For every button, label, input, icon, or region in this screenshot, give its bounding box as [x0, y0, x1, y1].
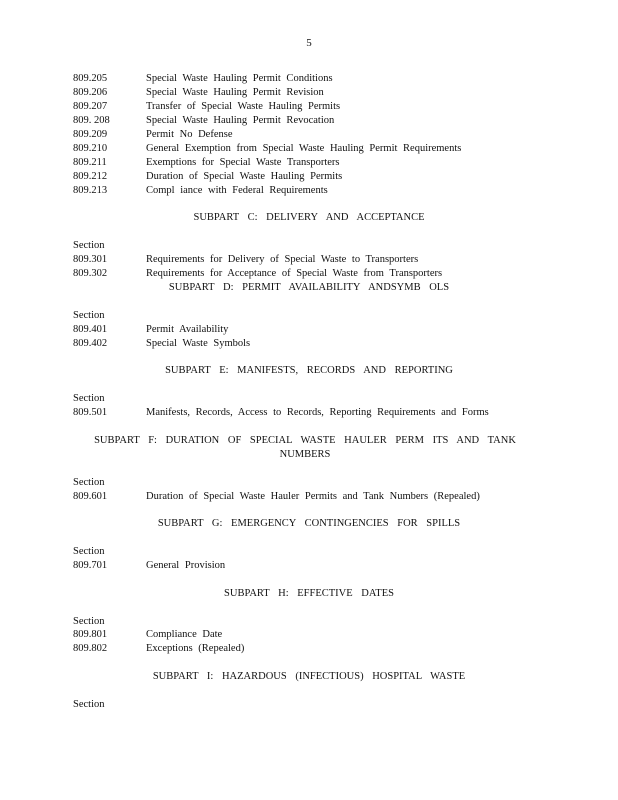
- subpart-heading: SUBPART G: EMERGENCY CONTINGENCIES FOR SPILLS: [157, 518, 461, 529]
- section-title: Duration of Special Waste Hauling Permits: [146, 171, 343, 182]
- section-number: 809.212: [73, 171, 108, 182]
- toc-entry: [0, 628, 618, 642]
- section-number: 809.601: [73, 491, 108, 502]
- section-title: Permit No Defense: [146, 129, 233, 140]
- section-label: Section: [73, 240, 105, 251]
- subpart-heading: SUBPART C: DELIVERY AND ACCEPTANCE: [193, 212, 425, 223]
- section-label-row: [0, 545, 618, 559]
- section-number: 809.207: [73, 101, 108, 112]
- section-number: 809.205: [73, 73, 108, 84]
- toc-entry: [0, 337, 618, 351]
- section-title: General Exemption from Special Waste Hauling Permit Requirements: [146, 143, 462, 154]
- toc-entry: [0, 184, 618, 198]
- section-number: 809.402: [73, 338, 108, 349]
- section-title: Special Waste Hauling Permit Revision: [146, 87, 324, 98]
- toc-entry: [0, 642, 618, 656]
- section-number: 809.801: [73, 629, 108, 640]
- section-label-row: [0, 392, 618, 406]
- section-title: Exceptions (Repealed): [146, 643, 245, 654]
- section-number: 809.802: [73, 643, 108, 654]
- section-number: 809.301: [73, 254, 108, 265]
- toc-entry: [0, 170, 618, 184]
- toc-entry: [0, 128, 618, 142]
- section-number: 809.501: [73, 407, 108, 418]
- toc-entry: [0, 559, 618, 573]
- page-number: 5: [306, 37, 312, 49]
- section-number: 809.211: [73, 157, 107, 168]
- section-number: 809. 208: [73, 115, 110, 126]
- section-label: Section: [73, 546, 105, 557]
- subpart-heading: SUBPART D: PERMIT AVAILABILITY ANDSYMB OLS: [168, 282, 450, 293]
- section-number: 809.213: [73, 185, 108, 196]
- section-title: General Provision: [146, 560, 226, 571]
- toc-entry: [0, 72, 618, 86]
- section-title: Requirements for Delivery of Special Waste to Transporters: [146, 254, 419, 265]
- subpart-heading: SUBPART I: HAZARDOUS (INFECTIOUS) HOSPITAL WASTE: [152, 671, 466, 682]
- section-label: Section: [73, 393, 105, 404]
- section-number: 809.210: [73, 143, 108, 154]
- toc-entry: [0, 114, 618, 128]
- toc-entry: [0, 323, 618, 337]
- section-title: Special Waste Hauling Permit Conditions: [146, 73, 333, 84]
- section-label: Section: [73, 699, 105, 710]
- section-title: Compliance Date: [146, 629, 223, 640]
- section-title: Special Waste Hauling Permit Revocation: [146, 115, 335, 126]
- section-label-row: [0, 698, 618, 712]
- section-title: Manifests, Records, Access to Records, Reporting Requirements and Forms: [146, 407, 489, 418]
- toc-entry: [0, 86, 618, 100]
- toc-entry: [0, 406, 618, 420]
- section-title: Special Waste Symbols: [146, 338, 251, 349]
- toc-entry: [0, 267, 618, 281]
- section-title: Transfer of Special Waste Hauling Permits: [146, 101, 341, 112]
- section-number: 809.302: [73, 268, 108, 279]
- section-label-row: [0, 476, 618, 490]
- toc-entry: [0, 142, 618, 156]
- section-title: Requirements for Acceptance of Special Waste from Transporters: [146, 268, 443, 279]
- section-label-row: [0, 615, 618, 629]
- toc-entry: [0, 100, 618, 114]
- section-label-row: [0, 239, 618, 253]
- section-title: Duration of Special Waste Hauler Permits and Tank Numbers (Repealed): [146, 491, 480, 502]
- subpart-heading: SUBPART F: DURATION OF SPECIAL WASTE HAULER PERM ITS AND TANK NUMBERS: [94, 435, 516, 460]
- section-title: Exemptions for Special Waste Transporters: [146, 157, 340, 168]
- subpart-heading: SUBPART E: MANIFESTS, RECORDS AND REPORTING: [165, 365, 453, 376]
- section-title: Permit Availability: [146, 324, 229, 335]
- section-number: 809.206: [73, 87, 108, 98]
- section-title: Compl iance with Federal Requirements: [146, 185, 328, 196]
- section-label: Section: [73, 310, 105, 321]
- section-label-row: [0, 309, 618, 323]
- section-number: 809.401: [73, 324, 108, 335]
- toc-entry: [0, 253, 618, 267]
- toc-entry: [0, 490, 618, 504]
- section-label: Section: [73, 477, 105, 488]
- subpart-heading: SUBPART H: EFFECTIVE DATES: [224, 588, 394, 599]
- toc-entry: [0, 156, 618, 170]
- section-number: 809.701: [73, 560, 108, 571]
- section-number: 809.209: [73, 129, 108, 140]
- section-label: Section: [73, 616, 105, 627]
